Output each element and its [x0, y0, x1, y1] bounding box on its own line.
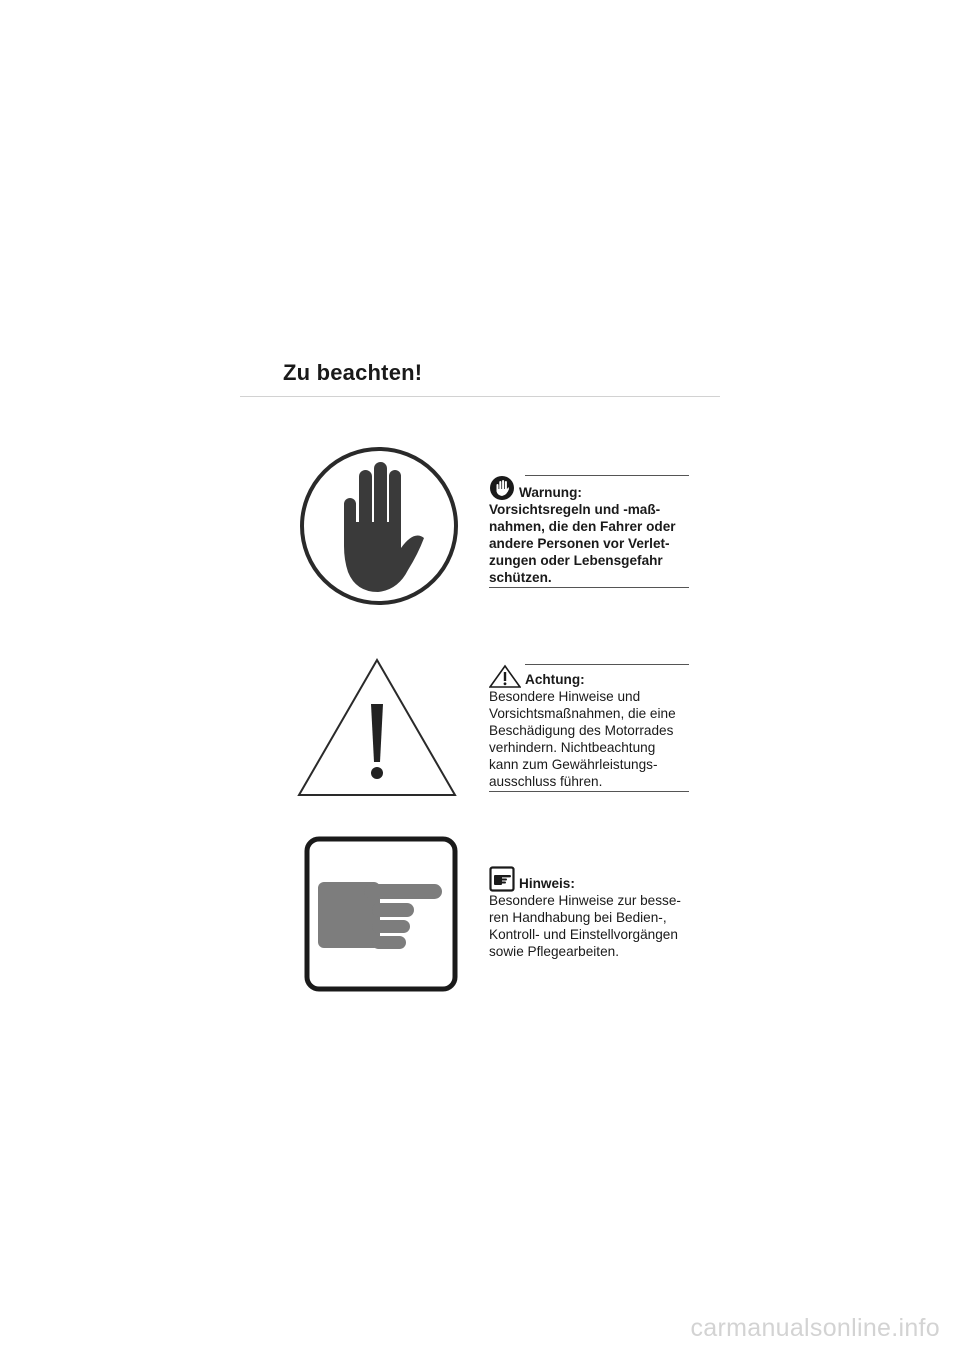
- stop-hand-icon: [298, 442, 460, 610]
- warning-notice: [489, 475, 689, 588]
- pointing-hand-icon: [489, 866, 515, 892]
- notice-heading: Achtung:: [525, 672, 585, 687]
- notice-text: Besondere Hinweise zur besse- ren Handhabung bei Bedien-, Kontroll- und Einstellvorgängen sowie Pflegearbeiten.: [489, 893, 681, 959]
- warning-triangle-icon: [296, 656, 458, 800]
- notice-bottom-rule: [489, 587, 689, 588]
- stop-hand-icon: [489, 475, 515, 501]
- watermark: carmanualsonline.info: [690, 1314, 940, 1342]
- notice-text: Besondere Hinweise und Vorsichtsmaßnahmen, die eine Beschädigung des Motorrades verhindern. Nichtbeachtung kann zum Gewährleistungs- ausschluss führen.: [489, 689, 676, 789]
- notice-bottom-rule: [489, 791, 689, 792]
- notice-text: Vorsichtsregeln und -maß- nahmen, die den Fahrer oder andere Personen vor Verlet- zungen oder Lebensgefahr schützen.: [489, 502, 676, 585]
- caution-notice: [489, 664, 689, 792]
- page-title: Zu beachten!: [283, 360, 423, 385]
- title-divider: [240, 396, 720, 397]
- pointing-hand-icon: [304, 836, 458, 992]
- notice-heading: Warnung:: [519, 485, 582, 500]
- warning-triangle-icon: [489, 664, 521, 688]
- hint-notice: [489, 866, 689, 960]
- notice-heading: Hinweis:: [519, 876, 575, 891]
